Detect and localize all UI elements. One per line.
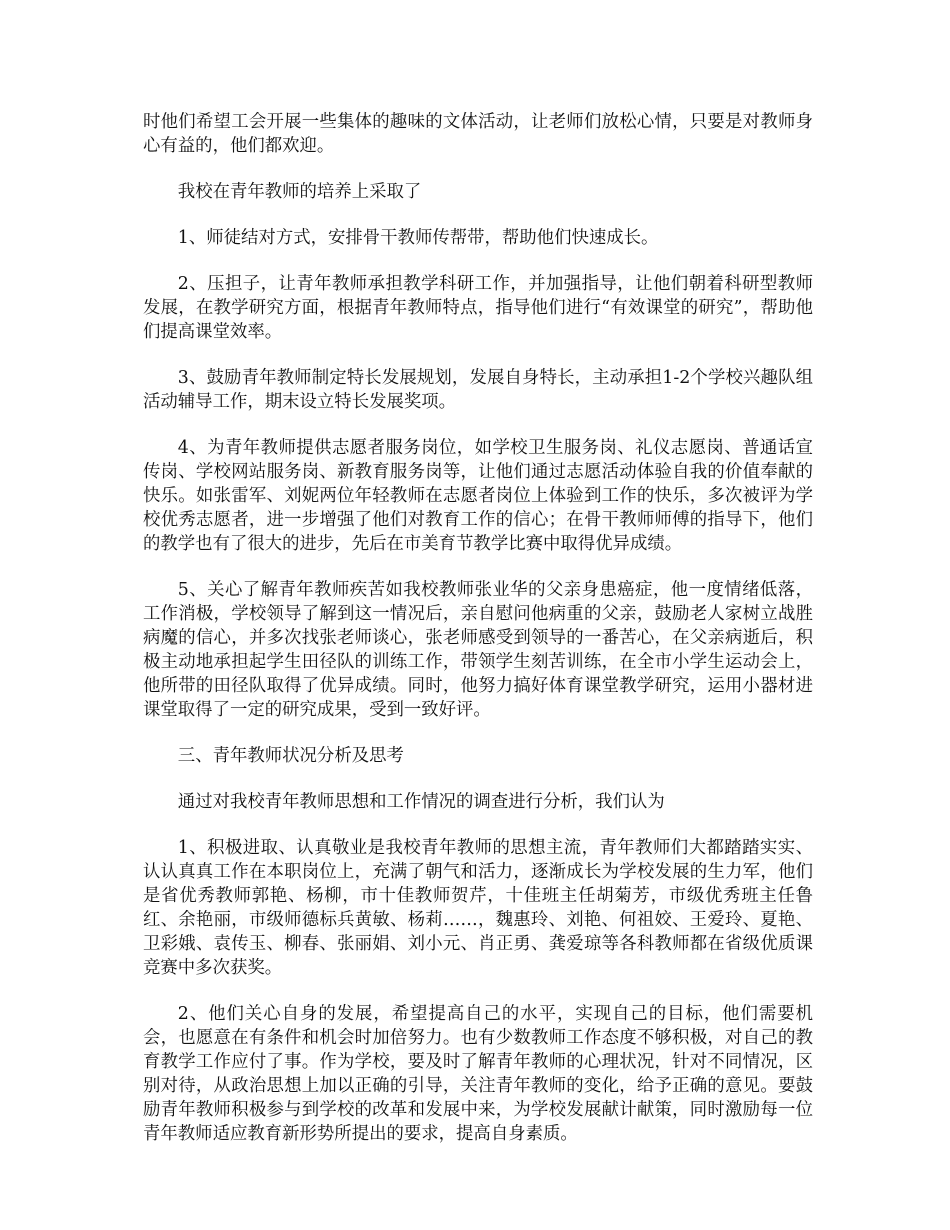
paragraph-continuation: 时他们希望工会开展一些集体的趣味的文体活动，让老师们放松心情，只要是对教师身心有益的，他们都欢迎。 [143,112,813,156]
paragraph-item-2: 2、压担子，让青年教师承担教学科研工作，并加强指导，让他们朝着科研型教师发展，在教学研究方面，根据青年教师特点，指导他们进行“有效课堂的研究”，帮助他们提高课堂效率。 [143,274,813,342]
paragraph-training-intro: 我校在青年教师的培养上采取了 [177,182,422,202]
document-body [143,110,813,1168]
paragraph-item-1: 1、师徒结对方式，安排骨干教师传帮带，帮助他们快速成长。 [177,228,659,248]
paragraph-item-5: 5、关心了解青年教师疾苦如我校教师张业华的父亲身患癌症，他一度情绪低落，工作消极，学校领导了解到这一情况后，亲自慰问他病重的父亲，鼓励老人家树立战胜病魔的信心，并多次找张老师谈心，张老师感受到领导的一番苦心，在父亲病逝后，积极主动地承担起学生田径队的训练工作，带领学生刻苦训练，在全市小学生运动会上，他所带的田径队取得了优异成绩。同时，他努力搞好体育课堂教学研究，运用小器材进课堂取得了一定的研究成果，受到一致好评。 [143,580,813,720]
paragraph-analysis-1: 1、积极进取、认真敬业是我校青年教师的思想主流，青年教师们大都踏踏实实、认认真真工作在本职岗位上，充满了朝气和活力，逐渐成长为学校发展的生力军，他们是省优秀教师郭艳、杨柳，市十佳教师贺芹，十佳班主任胡菊芳，市级优秀班主任鲁红、余艳丽，市级师德标兵黄敏、杨莉……，魏惠玲、刘艳、何祖姣、王爱玲、夏艳、卫彩娥、袁传玉、柳春、张丽娟、刘小元、肖正勇、龚爱琼等各科教师都在省级优质课竞赛中多次获奖。 [143,838,813,978]
paragraph-analysis-intro: 通过对我校青年教师思想和工作情况的调查进行分析，我们认为 [177,792,665,812]
paragraph-item-4: 4、为青年教师提供志愿者服务岗位，如学校卫生服务岗、礼仪志愿岗、普通话宣传岗、学校网站服务岗、新教育服务岗等，让他们通过志愿活动体验自我的价值奉献的快乐。如张雷军、刘妮两位年轻教师在志愿者岗位上体验到工作的快乐，多次被评为学校优秀志愿者，进一步增强了他们对教育工作的信心；在骨干教师师傅的指导下，他们的教学也有了很大的进步，先后在市美育节教学比赛中取得优异成绩。 [143,438,813,554]
section-heading-analysis: 三、青年教师状况分析及思考 [177,746,404,766]
paragraph-item-3: 3、鼓励青年教师制定特长发展规划，发展自身特长，主动承担1-2个学校兴趣队组活动辅导工作，期末设立特长发展奖项。 [143,368,813,412]
paragraph-analysis-2: 2、他们关心自身的发展，希望提高自己的水平，实现自己的目标，他们需要机会，也愿意在有条件和机会时加倍努力。也有少数教师工作态度不够积极，对自己的教育教学工作应付了事。作为学校，要及时了解青年教师的心理状况，针对不同情况，区别对待，从政治思想上加以正确的引导，关注青年教师的变化，给予正确的意见。要鼓励青年教师积极参与到学校的改革和发展中来，为学校发展献计献策，同时激励每一位青年教师适应教育新形势所提出的要求，提高自身素质。 [143,1004,813,1144]
